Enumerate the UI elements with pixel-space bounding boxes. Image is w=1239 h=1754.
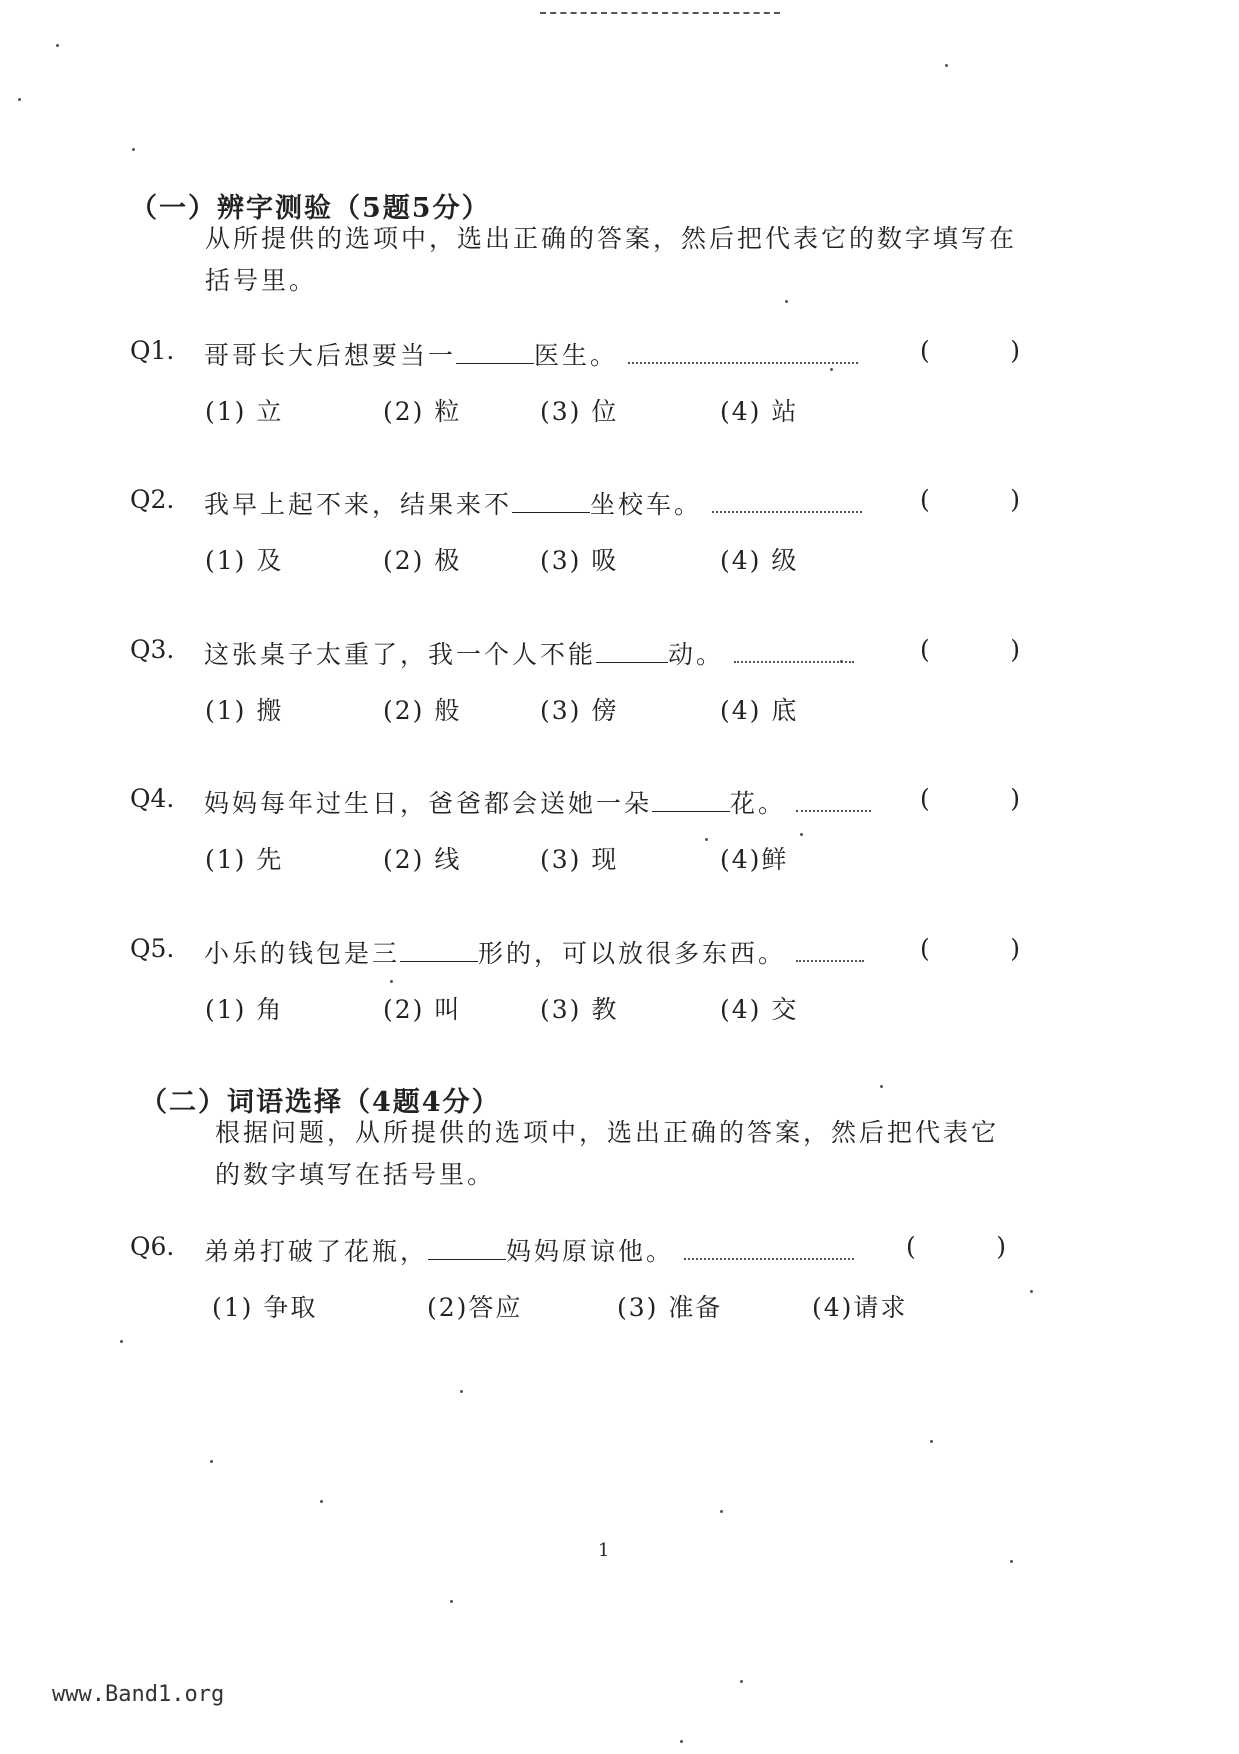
- answer-blank: [400, 935, 478, 962]
- question-2: [130, 485, 1030, 525]
- question-text-after: 坐校车。: [590, 490, 703, 519]
- question-text-before: 哥哥长大后想要当一: [204, 341, 457, 370]
- option-2: (2) 线: [383, 845, 462, 874]
- question-text-after: 妈妈原谅他。: [506, 1237, 675, 1266]
- question-3-options: [205, 691, 905, 731]
- option-2: (2) 叫: [383, 995, 462, 1024]
- option-4: (4) 级: [720, 546, 799, 575]
- leader-dots: [628, 344, 858, 364]
- paren-open: (: [920, 934, 930, 963]
- option-1: (1) 及: [205, 546, 284, 575]
- option-3: (3) 教: [540, 995, 619, 1024]
- section-2-title: （二）词语选择（4题4分）: [140, 1087, 501, 1118]
- paren-open: (: [920, 635, 930, 664]
- question-text: [204, 1232, 854, 1268]
- question-text-before: 弟弟打破了花瓶，: [204, 1237, 429, 1266]
- question-text-before: 小乐的钱包是三: [204, 939, 401, 968]
- option-2: (2) 般: [383, 696, 462, 725]
- question-3: [130, 635, 1030, 675]
- paren-close: ): [1010, 336, 1020, 365]
- question-text-before: 这张桌子太重了，我一个人不能: [204, 640, 597, 669]
- question-number: Q3.: [130, 635, 175, 664]
- option-3: (3) 傍: [540, 696, 619, 725]
- section-2-instruction: 根据问题，从所提供的选项中，选出正确的答案，然后把代表它的数字填写在括号里。: [215, 1118, 1000, 1189]
- answer-blank: [652, 785, 730, 812]
- top-divider: [540, 12, 780, 14]
- leader-dots: [712, 493, 862, 513]
- question-number: Q4.: [130, 784, 175, 813]
- question-text-after: 医生。: [534, 341, 619, 370]
- paren-open: (: [920, 485, 930, 514]
- paren-close: ): [1010, 934, 1020, 963]
- paren-open: (: [906, 1232, 916, 1261]
- leader-dots: [684, 1240, 854, 1260]
- paren-close: ): [1010, 485, 1020, 514]
- option-2: (2)答应: [427, 1293, 523, 1322]
- paren-close: ): [996, 1232, 1006, 1261]
- paren-close: ): [1010, 635, 1020, 664]
- answer-blank: [596, 636, 668, 663]
- option-3: (3) 吸: [540, 546, 619, 575]
- page-number: 1: [598, 1540, 610, 1561]
- option-4: (4) 交: [720, 995, 799, 1024]
- question-text: [204, 635, 854, 671]
- question-number: Q5.: [130, 934, 175, 963]
- question-text: [204, 336, 858, 372]
- paren-close: ): [1010, 784, 1020, 813]
- question-number: Q1.: [130, 336, 175, 365]
- leader-dots: [734, 643, 854, 663]
- section-1-title: （一）辨字测验（5题5分）: [130, 193, 491, 224]
- option-3: (3) 位: [540, 397, 619, 426]
- question-text-before: 妈妈每年过生日，爸爸都会送她一朵: [204, 789, 653, 818]
- question-4: [130, 784, 1030, 824]
- option-1: (1) 先: [205, 845, 284, 874]
- paren-open: (: [920, 336, 930, 365]
- option-3: (3) 现: [540, 845, 619, 874]
- question-6: [130, 1232, 1030, 1272]
- question-text-before: 我早上起不来，结果来不: [204, 490, 513, 519]
- option-3: (3) 准备: [617, 1293, 723, 1322]
- answer-blank: [456, 337, 534, 364]
- question-2-options: [205, 541, 905, 581]
- question-1: [130, 336, 1030, 376]
- footer-url: www.Band1.org: [52, 1682, 225, 1707]
- option-1: (1) 立: [205, 397, 284, 426]
- question-6-options: [212, 1288, 912, 1328]
- option-4: (4) 站: [720, 397, 799, 426]
- option-2: (2) 极: [383, 546, 462, 575]
- answer-blank: [428, 1233, 506, 1260]
- question-1-options: [205, 392, 905, 432]
- option-1: (1) 争取: [212, 1293, 318, 1322]
- question-number: Q2.: [130, 485, 175, 514]
- option-4: (4)鲜: [720, 845, 789, 874]
- section-1-instruction: 从所提供的选项中，选出正确的答案，然后把代表它的数字填写在括号里。: [205, 224, 1018, 295]
- question-text-after: 动。: [668, 640, 725, 669]
- leader-dots: [796, 792, 871, 812]
- question-number: Q6.: [130, 1232, 175, 1261]
- option-4: (4)请求: [812, 1293, 908, 1322]
- answer-blank: [512, 486, 590, 513]
- option-2: (2) 粒: [383, 397, 462, 426]
- question-text: [204, 934, 864, 970]
- question-text-after: 花。: [730, 789, 787, 818]
- question-4-options: [205, 840, 905, 880]
- paren-open: (: [920, 784, 930, 813]
- question-text: [204, 485, 862, 521]
- option-4: (4) 底: [720, 696, 799, 725]
- question-5: [130, 934, 1030, 974]
- option-1: (1) 搬: [205, 696, 284, 725]
- leader-dots: [796, 942, 864, 962]
- option-1: (1) 角: [205, 995, 284, 1024]
- question-text: [204, 784, 871, 820]
- question-5-options: [205, 990, 905, 1030]
- question-text-after: 形的，可以放很多东西。: [478, 939, 787, 968]
